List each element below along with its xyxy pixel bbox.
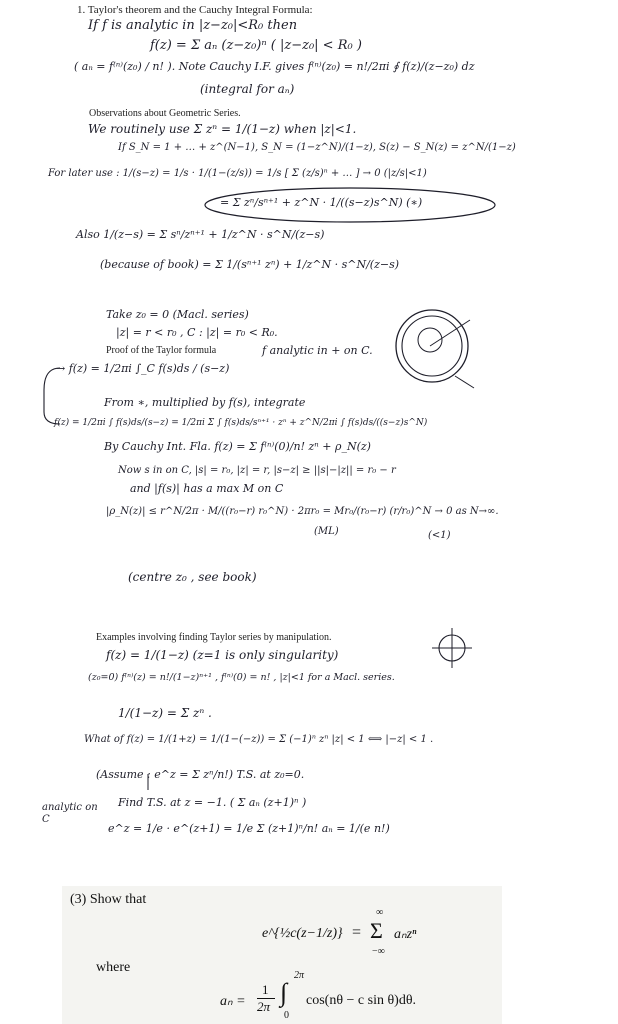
an-label: aₙ =: [220, 994, 246, 1009]
problem-box: [62, 886, 502, 1024]
less-than-one-note: (<1): [428, 530, 451, 541]
left-bracket-arrow: [44, 368, 60, 424]
section3-pre-2: |z| = r < r₀ , C : |z| = r₀ < R₀.: [116, 326, 278, 339]
problem-title: (3) Show that: [70, 892, 147, 907]
section1-line-3: ( aₙ = f⁽ⁿ⁾(z₀) / n! ). Note Cauchy I.F. gives f⁽ⁿ⁾(z₀) = n!/2πi ∮ f(z)/(z−z₀) dz: [74, 60, 475, 73]
section4-line-4: What of f(z) = 1/(1+z) = 1/(1−(−z)) = Σ (−1)ⁿ zⁿ |z| < 1 ⟺ |−z| < 1 .: [84, 734, 434, 745]
integral-symbol: ∫: [280, 978, 288, 1007]
section3-line-4: f(z) = 1/2πi ∫ f(s)ds/(s−z) = 1/2πi Σ ∫ f(s)ds/sⁿ⁺¹ · zⁿ + z^N/2πi ∫ f(s)ds/((s−z)s^N): [54, 418, 428, 428]
section4-line-3: 1/(1−z) = Σ zⁿ .: [118, 706, 212, 720]
sum-upper-limit: ∞: [376, 907, 384, 918]
section3-line-9: (centre z₀ , see book): [128, 570, 257, 584]
section2-line-1: We routinely use Σ zⁿ = 1/(1−z) when |z|<1.: [88, 122, 357, 136]
section2-line-3: For later use : 1/(s−z) = 1/s · 1/(1−(z/s)) = 1/s [ Σ (z/s)ⁿ + … ] → 0 (|z/s|<1): [48, 168, 427, 179]
section3-line-7: and |f(s)| has a max M on C: [130, 482, 284, 495]
section2-line-2: If S_N = 1 + … + z^(N−1), S_N = (1−z^N)/(1−z), S(z) − S_N(z) = z^N/(1−z): [118, 142, 516, 153]
section2-line-6: (because of book) = Σ 1/(sⁿ⁺¹ zⁿ) + 1/z^N · s^N/(z−s): [100, 258, 400, 271]
section3-line-5: By Cauchy Int. Fla. f(z) = Σ f⁽ⁿ⁾(0)/n! zⁿ + ρ_N(z): [104, 440, 371, 453]
side-note: analytic on C: [42, 802, 98, 825]
section3-heading: Proof of the Taylor formula: [106, 345, 217, 356]
section4-line-7: e^z = 1/e · e^(z+1) = 1/e Σ (z+1)ⁿ/n! aₙ = 1/(e n!): [108, 822, 390, 835]
sum-term: aₙzⁿ: [394, 927, 417, 942]
inner-circle: [402, 316, 462, 376]
integral-upper-limit: 2π: [294, 970, 305, 981]
section3-line-6: Now s in on C, |s| = r₀, |z| = r, |s−z| ≥ ||s|−|z|| = r₀ − r: [118, 465, 396, 476]
section4-line-5: (Assume : e^z = Σ zⁿ/n!) T.S. at z₀=0.: [96, 768, 305, 781]
circled-formula: [205, 188, 495, 222]
section2-heading: Observations about Geometric Series.: [89, 108, 241, 119]
section3-pre-1: Take z₀ = 0 (Macl. series): [106, 308, 249, 321]
fraction-denominator: 2π: [257, 999, 271, 1014]
section4-line-2: (z₀=0) f⁽ⁿ⁾(z) = n!/(1−z)ⁿ⁺¹ , f⁽ⁿ⁾(0) = n! , |z|<1 for a Macl. series.: [88, 672, 395, 683]
ml-note: (ML): [314, 526, 339, 537]
section1-line-2: f(z) = Σ aₙ (z−z₀)ⁿ ( |z−z₀| < R₀ ): [150, 38, 362, 53]
equals-sign: =: [352, 924, 362, 941]
section1-line-1: If f is analytic in |z−z₀|<R₀ then: [88, 18, 298, 33]
section2-line-4: = Σ zⁿ/sⁿ⁺¹ + z^N · 1/((s−z)s^N) (∗): [220, 196, 423, 209]
sum-lower-limit: −∞: [372, 946, 385, 957]
contour-label-line: [455, 376, 474, 388]
section3-line-2: → f(z) = 1/2πi ∫_C f(s)ds / (s−z): [56, 362, 230, 375]
exp-lhs: e^{½c(z−1/z)}: [262, 926, 343, 941]
section3-line-3: From ∗, multiplied by f(s), integrate: [104, 396, 306, 409]
section1-heading: 1. Taylor's theorem and the Cauchy Integral Formula:: [77, 4, 313, 16]
where-label: where: [96, 960, 131, 975]
section1-line-4: (integral for aₙ): [200, 82, 295, 96]
integrand: cos(nθ − c sin θ)dθ.: [306, 993, 417, 1008]
sum-symbol: Σ: [370, 918, 383, 943]
section4-heading: Examples involving finding Taylor series by manipulation.: [96, 632, 332, 643]
fraction-numerator: 1: [262, 982, 269, 997]
section2-line-5: Also 1/(z−s) = Σ sⁿ/zⁿ⁺¹ + 1/z^N · s^N/(z−s): [76, 228, 325, 241]
section3-line-1: f analytic in + on C.: [262, 344, 373, 357]
radius-line: [430, 320, 470, 346]
section3-line-8: |ρ_N(z)| ≤ r^N/2π · M/((r₀−r) r₀^N) · 2πr₀ = Mr₀/(r₀−r) (r/r₀)^N → 0 as N→∞.: [106, 506, 499, 517]
integral-lower-limit: 0: [284, 1010, 289, 1021]
section4-line-1: f(z) = 1/(1−z) (z=1 is only singularity): [106, 648, 339, 662]
outer-circle: [396, 310, 468, 382]
section4-line-6: Find T.S. at z = −1. ( Σ aₙ (z+1)ⁿ ): [118, 796, 307, 809]
